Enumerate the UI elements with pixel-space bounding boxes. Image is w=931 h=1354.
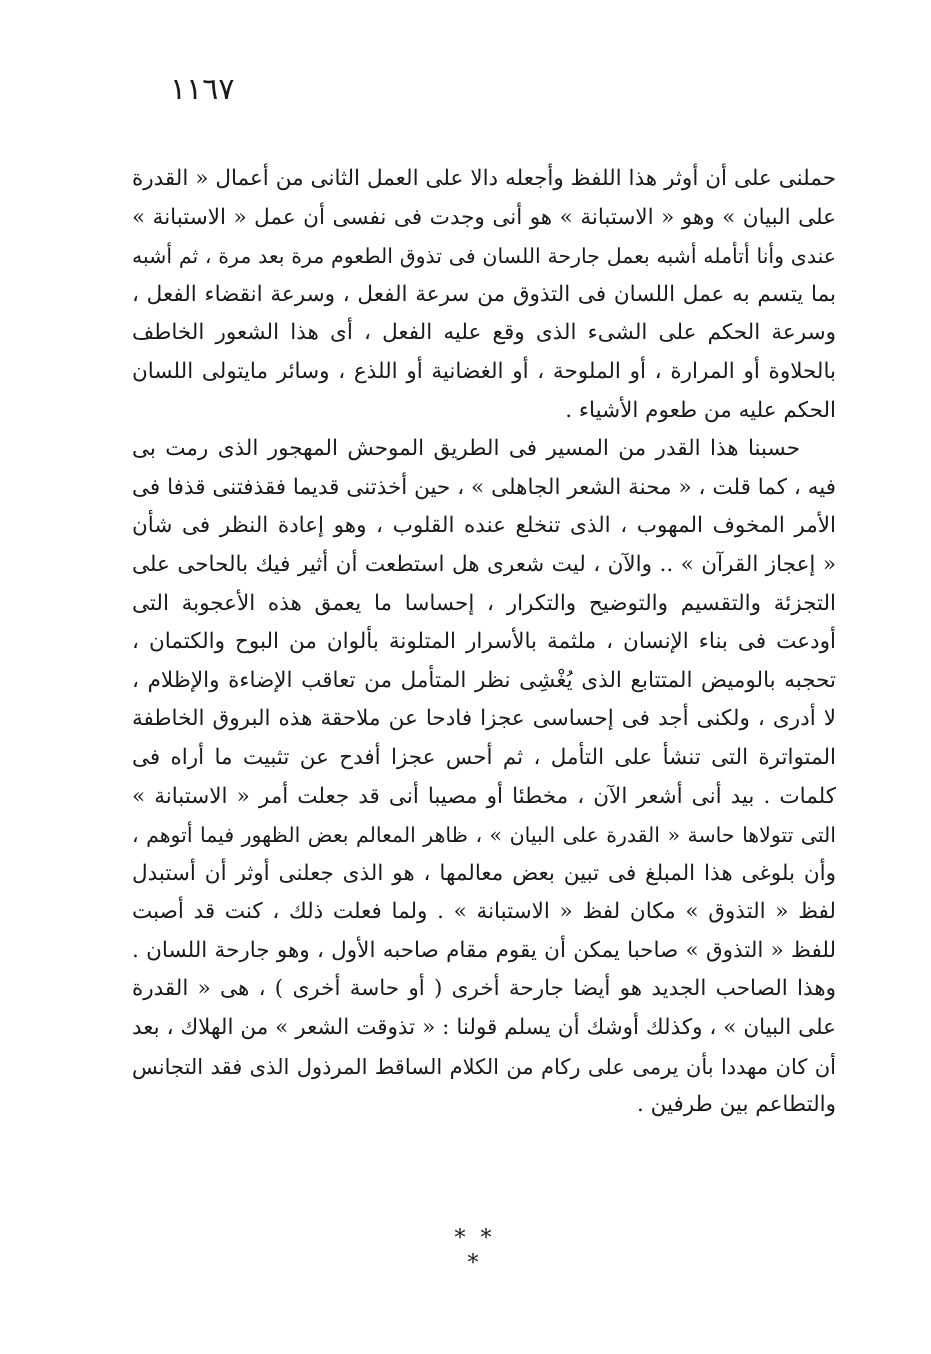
text-line: للفظ « التذوق » صاحبا يمكن أن يقوم مقام صاحبه الأول ، وهو جارحة اللسان .	[132, 937, 836, 963]
text-line: والتطاعم بين طرفين .	[636, 1092, 836, 1118]
text-line: وهذا الصاحب الجديد هو أيضا جارحة أخرى ( أو حاسة أخرى ) ، هى « القدرة	[132, 976, 836, 1002]
text-line: الحكم عليه من طعوم الأشياء .	[565, 397, 836, 423]
text-line: كلمات . بيد أنى أشعر الآن ، مخطئا أو مصيبا أنى قد جعلت أمر « الاستبانة »	[132, 783, 836, 809]
text-line: أودعت فى بناء الإنسان ، ملثمة بالأسرار المتلونة بألوان من البوح والكتمان ،	[132, 629, 836, 655]
text-line: بما يتسم به عمل اللسان فى التذوق من سرعة الفعل ، وسرعة انقضاء الفعل ،	[132, 281, 836, 307]
text-line: التى تتولاها حاسة « القدرة على البيان » ، ظاهر المعالم بعض الظهور فيما أتوهم ،	[132, 823, 836, 848]
text-line: أن كان مهددا بأن يرمى على ركام من الكلام الساقط المرذول الذى فقد التجانس	[132, 1054, 836, 1079]
section-break-ornament: * * *	[454, 1226, 496, 1276]
page-number: ١١٦٧	[170, 72, 235, 107]
text-line: التجزئة والتقسيم والتوضيح والتكرار ، إحساسا ما يعمق هذه الأعجوبة التى	[132, 590, 836, 616]
text-line: على البيان » وهو « الاستبانة » هو أنى وجدت فى نفسى أن عمل « الاستبانة »	[132, 204, 836, 230]
text-line: على البيان » ، وكذلك أوشك أن يسلم قولنا : « تذوقت الشعر » من الهلاك ، بعد	[132, 1015, 836, 1041]
text-line: « إعجاز القرآن » .. والآن ، ليت شعرى هل استطعت أن أثير فيك بالحاحى على	[132, 551, 836, 577]
text-line: وسرعة الحكم على الشىء الذى وقع عليه الفعل ، أى هذا الشعور الخاطف	[132, 320, 836, 346]
text-line: فيه ، كما قلت ، « محنة الشعر الجاهلى » ، حين أخذتنى قديما فقذفتنى قذفا فى	[132, 474, 836, 500]
text-line: وأن بلوغى هذا المبلغ فى تبين بعض معالمها ، هو الذى جعلنى أوثر أن أستبدل	[132, 860, 836, 886]
text-line: حملنى على أن أوثر هذا اللفظ وأجعله دالا على العمل الثانى من أعمال « القدرة	[132, 166, 836, 191]
text-line: بالحلاوة أو المرارة ، أو الملوحة ، أو الغضانية أو اللذع ، وسائر مايتولى اللسان	[132, 358, 836, 384]
text-line: لا أدرى ، ولكنى أجد فى إحساسى عجزا فادحا عن ملاحقة هذه البروق الخاطفة	[132, 706, 836, 732]
text-line: عندى وأنا أتأمله أشبه بعمل جارحة اللسان فى تذوق الطعوم مرة بعد مرة ، ثم أشبه	[132, 244, 836, 269]
text-line: المتواترة التى تنشأ على التأمل ، ثم أحس عجزا أفدح عن تثبيت ما أراه فى	[132, 744, 836, 770]
body-text	[132, 160, 836, 1125]
text-line: حسبنا هذا القدر من المسير فى الطريق الموحش المهجور الذى رمت بى	[132, 436, 800, 462]
text-line: تحجبه بالوميض المتتابع الذى يُغْشِى نظر المتأمل من تعاقب الإضاءة والإظلام ،	[132, 667, 836, 693]
text-line: لفظ « التذوق » مكان لفظ « الاستبانة » . ولما فعلت ذلك ، كنت قد أصبت	[132, 899, 836, 925]
text-line: الأمر المخوف المهوب ، الذى تنخلع عنده القلوب ، وهو إعادة النظر فى شأن	[132, 513, 836, 539]
